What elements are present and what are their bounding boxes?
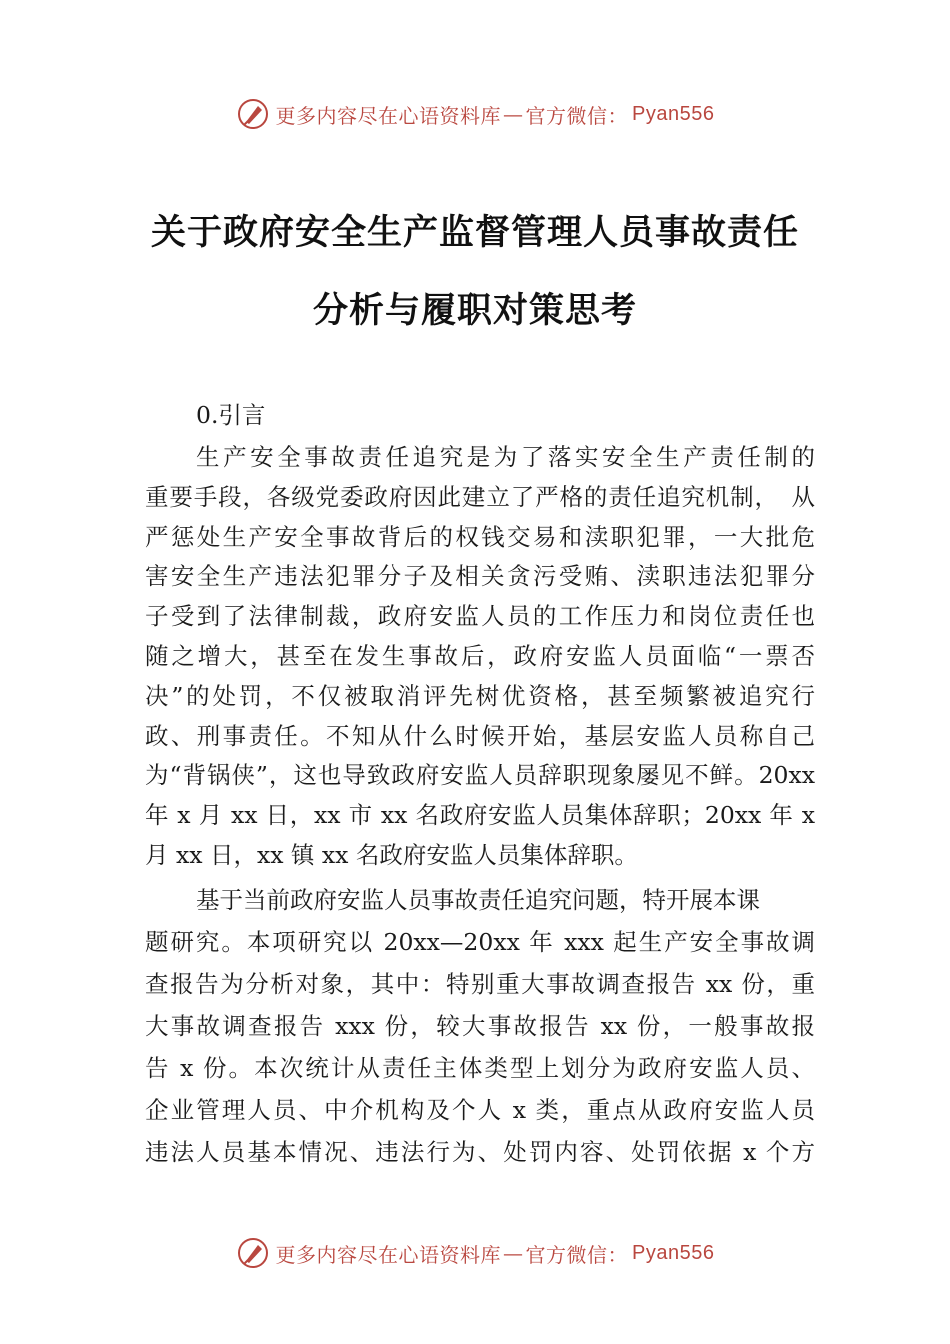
watermark-banner-bottom — [0, 1233, 950, 1273]
paragraph-line: 子受到了法律制裁，政府安监人员的工作压力和岗位责任也 — [145, 602, 815, 631]
pen-nib-logo-icon — [236, 1236, 270, 1270]
paragraph-line: 政、刑事责任。不知从什么时候开始，基层安监人员称自己 — [145, 721, 815, 750]
pen-nib-logo-icon — [236, 97, 270, 131]
paragraph-line: 违法人员基本情况、违法行为、处罚内容、处罚依据 x 个方 — [145, 1138, 815, 1166]
paragraph-line: 为“背锅侠”，这也导致政府安监人员辞职现象屡见不鲜。20xx — [145, 761, 815, 790]
paragraph-line: 题研究。本项研究以 20xx—20xx 年 xxx 起生产安全事故调 — [145, 928, 815, 956]
document-title-line-2: 分析与履职对策思考 — [312, 290, 637, 331]
watermark-label: 官方微信： — [525, 1242, 629, 1267]
paragraph-line: 决”的处罚，不仅被取消评先树优资格，甚至频繁被追究行 — [145, 681, 815, 710]
paragraph-line: 基于当前政府安监人员事故责任追究问题，特开展本课 — [196, 886, 760, 914]
paragraph-line: 重要手段，各级党委政府因此建立了严格的责任追究机制， 从 — [145, 482, 815, 511]
document-title-line-1: 关于政府安全生产监督管理人员事故责任 — [150, 212, 799, 253]
watermark-wechat-id: Pyan556 — [632, 1241, 715, 1264]
watermark-banner-top — [0, 94, 950, 134]
watermark-text: 更多内容尽在心语资料库 — [275, 1242, 502, 1267]
paragraph-line: 严惩处生产安全事故背后的权钱交易和渎职犯罪，一大批危 — [145, 522, 815, 551]
watermark-wechat-id: Pyan556 — [632, 102, 715, 125]
paragraph-1 — [145, 438, 815, 876]
section-heading-introduction: 0.引言 — [196, 401, 266, 429]
watermark-separator: — — [503, 1241, 524, 1265]
paragraph-2 — [145, 879, 815, 1173]
paragraph-line: 随之增大，甚至在发生事故后，政府安监人员面临“一票否 — [145, 641, 815, 670]
paragraph-line: 生产安全事故责任追究是为了落实安全生产责任制的 — [196, 443, 815, 471]
watermark-separator: — — [503, 102, 524, 126]
paragraph-line: 月 xx 日，xx 镇 xx 名政府安监人员集体辞职。 — [145, 840, 638, 869]
paragraph-line: 企业管理人员、中介机构及个人 x 类，重点从政府安监人员 — [145, 1096, 815, 1124]
paragraph-line: 年 x 月 xx 日，xx 市 xx 名政府安监人员集体辞职；20xx 年 x — [145, 801, 815, 830]
paragraph-line: 大事故调查报告 xxx 份，较大事故报告 xx 份，一般事故报 — [145, 1012, 815, 1040]
watermark-text: 更多内容尽在心语资料库 — [275, 103, 502, 128]
paragraph-line: 害安全生产违法犯罪分子及相关贪污受贿、渎职违法犯罪分 — [145, 562, 815, 591]
paragraph-line: 告 x 份。本次统计从责任主体类型上划分为政府安监人员、 — [145, 1054, 815, 1082]
watermark-label: 官方微信： — [525, 103, 629, 128]
paragraph-line: 查报告为分析对象，其中：特别重大事故调查报告 xx 份，重 — [145, 970, 815, 998]
